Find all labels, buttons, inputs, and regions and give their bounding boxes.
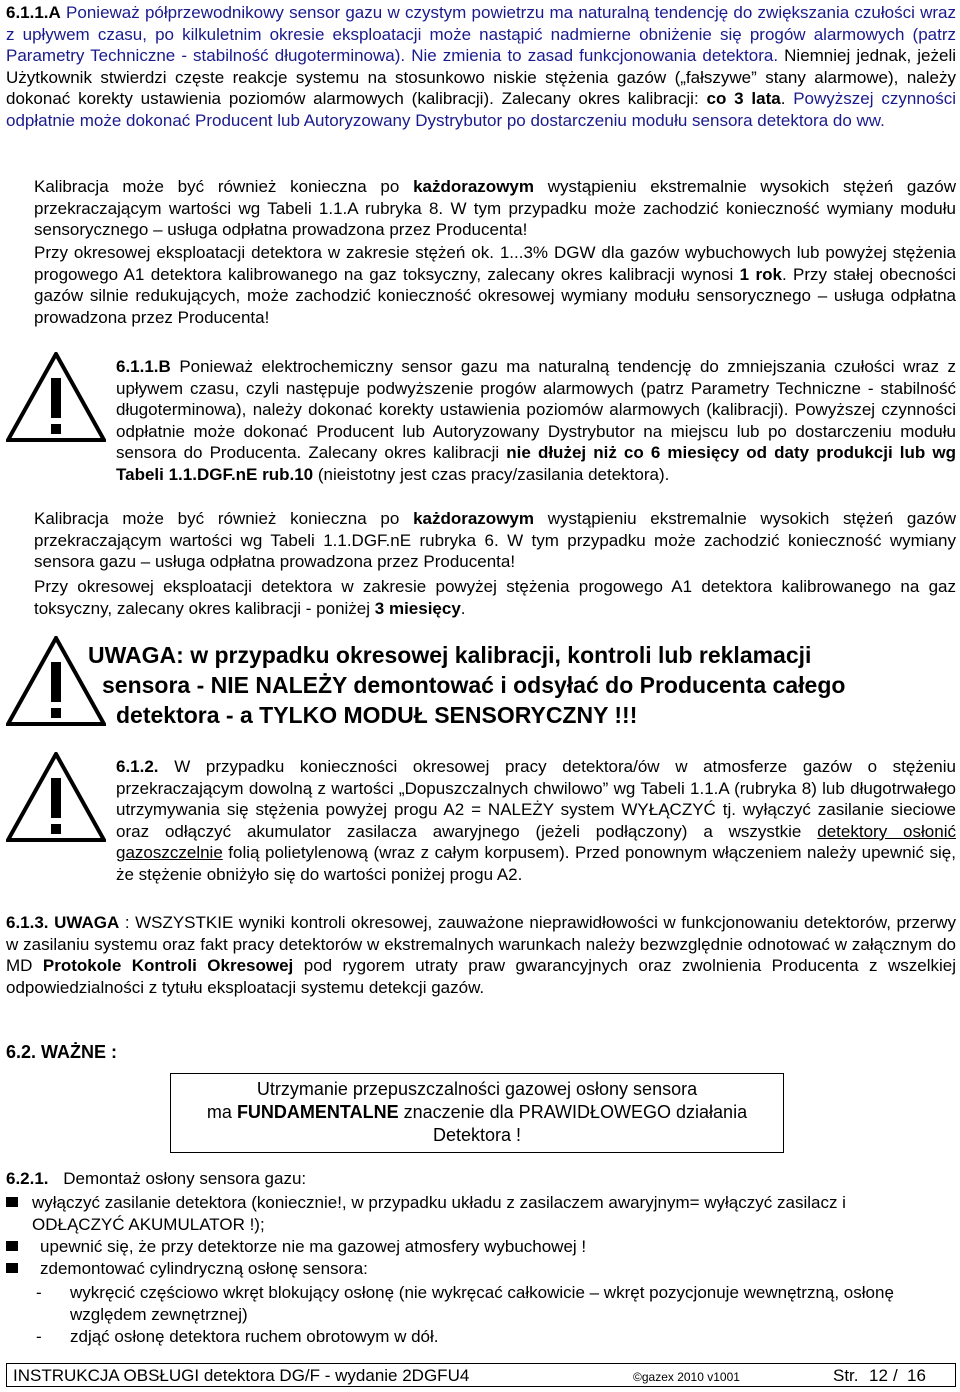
- text: (nieistotny jest czas pracy/zasilania detektora).: [317, 464, 670, 484]
- section-6-1-1-b: [6, 356, 956, 485]
- section-6-2-1-heading: [6, 1168, 306, 1190]
- section-6-1-3: [6, 912, 956, 998]
- text-bold: nie dłużej niż co 6 miesięcy od daty produkcji lub wg Tabeli 1.1.DGF.nE rub.10: [116, 443, 956, 484]
- box-line-3: Detektora !: [432, 1125, 522, 1145]
- text: W przypadku konieczności okresowej pracy detektora/ów w atmosferze gazów o stężeniu przekraczającym dowolną z wartości „Dopuszczalnych chwilowo” wg Tabeli 1.1.A (rubryka 8) lub długotrwałego utrzymywania się stężenia powyżej progu A2 = NALEŻY system WYŁĄCZYĆ tj. wyłączyć zasilanie sieciowe oraz odłączyć akumulator zasilacza awaryjnego (jeżeli podłączony) a wszystkie: [116, 757, 956, 841]
- calibration-note-a: [6, 176, 956, 241]
- important-box: [170, 1073, 784, 1153]
- bullet-square-icon: [6, 1241, 18, 1251]
- box-line-1: Utrzymanie przepuszczalności gazowej osłony sensora: [256, 1079, 698, 1099]
- text-bold: każdorazowym: [413, 509, 534, 528]
- section-number: 6.1.1.B: [116, 357, 171, 376]
- bullet-square-icon: [6, 1263, 18, 1273]
- box-line-2: [171, 1101, 783, 1124]
- bullet-square-icon: [6, 1197, 18, 1207]
- text: ...3% DGW dla gazów wybuchowych lub powyżej stężenia progowego A1 detektora kalibrowanego na gaz toksyczny, zalecany okres kalibracji wynosi: [34, 243, 956, 284]
- text: wystąpieniu ekstremalnie wysokich stężeń gazów przekraczającym wartości wg Tabeli 1.1.A rubryka 8.: [34, 177, 957, 218]
- periodic-note-b: Przy okresowej eksploatacji detektora w zakresie powyżej stężenia progowego A1 detektora kalibrowanego na gaz toksyczny, zalecany okres kalibracji - poniżej 3 miesięcy.: [34, 577, 956, 618]
- footer-page-label: Str.: [833, 1366, 859, 1385]
- text-bold: 3 miesięcy: [374, 598, 461, 618]
- dash-item-1: wykręcić częściowo wkręt blokujący osłonę (nie wykręcać całkowicie – wkręt pozycjonuje wewnętrzną, osłonę względem zewnętrznej): [70, 1283, 894, 1324]
- text-bold: co 3 lata: [706, 89, 781, 108]
- text: W tym przypadku może zachodzić konieczność wymiany modułu sensorycznego – usługa odpłatna prowadzona przez Producenta!: [34, 198, 956, 239]
- text: wystąpieniu ekstremalnie wysokich stężeń gazów przekraczającym wartości wg Tabeli 1.1.DGF.nE rubryka 6.: [34, 509, 957, 550]
- footer-page-total: 16: [907, 1366, 926, 1385]
- text: Przy stałej obecności gazów silnie redukujących, może zachodzić konieczność okresowej wymiany modułu sensorycznego – usługa odpłatna prowadzona przez Producenta!: [34, 264, 957, 327]
- text-bold: FUNDAMENTALNE: [236, 1102, 399, 1122]
- text: Niemniej jednak, jeżeli Użytkownik stwierdzi częste reakcje systemu na stosunkowo niskie stężenia gazów („fałszywe” stany alarmowe), należy dokonać korekty ustawienia poziomów alarmowych (kalibracji). Zalecany okres kalibracji:: [6, 46, 956, 108]
- text-bold: każdorazowym: [413, 177, 534, 196]
- text: znaczenie dla PRAWIDŁOWEGO działania: [403, 1102, 748, 1122]
- bullet-item-2: upewnić się, że przy detektorze nie ma gazowej atmosfery wybuchowej !: [40, 1237, 587, 1256]
- section-6-1-2: [6, 756, 956, 885]
- text-bold: Protokole Kontroli Okresowej: [42, 956, 294, 975]
- uwaga-line-2: sensora - NIE NALEŻY demontować i odsyłać do Producenta całego: [102, 672, 846, 698]
- text: folią polietylenową (wraz z całym korpusem). Przed ponownym włączeniem należy upewnić się, że stężenie obniżyło się do wartości poniżej progu A2.: [116, 843, 956, 884]
- calibration-note-b: [6, 508, 956, 573]
- section-number: 6.1.1.A: [6, 3, 61, 22]
- text: Ponieważ elektrochemiczny sensor gazu ma naturalną tendencję do zmniejszania czułości wraz z upływem czasu, czyli następuje podwyższenie progów alarmowych (patrz Parametry Techniczne - stabilność długoterminowa), należy dokonać korekty ustawienia poziomów alarmowych (kalibracji). Powyższej czynności odpłatnie może dokonać Producent lub Autoryzowany Dystrybutor na miejscu lub po dostarczeniu modułu sensora do Producenta. Zalecany okres kalibracji: [116, 357, 956, 462]
- text: Kalibracja może być również konieczna po: [34, 177, 400, 196]
- bullet-item-1: wyłączyć zasilanie detektora (koniecznie!, w przypadku układu z zasilaczem awaryjnym= wyłączyć zasilacz i ODŁĄCZYĆ AKUMULATOR !);: [32, 1193, 846, 1234]
- dash-icon: -: [36, 1327, 42, 1346]
- text: Przy okresowej eksploatacji detektora w zakresie powyżej stężenia progowego A1 detektora kalibrowanego na gaz toksyczny, zalecany okres kalibracji - poniżej: [34, 577, 956, 618]
- section-title: Demontaż osłony sensora gazu:: [63, 1169, 307, 1188]
- text: Przy okresowej eksploatacji detektora w zakresie stężeń ok. 1: [34, 243, 510, 262]
- text: pod rygorem utraty praw gwarancyjnych oraz zwolnienia Producenta z wszelkiej odpowiedzialności z tytułu eksploatacji systemu detekcji gazów.: [6, 956, 956, 997]
- bullet-item-3: zdemontować cylindryczną osłonę sensora:: [40, 1259, 368, 1278]
- text: Kalibracja może być również konieczna po: [34, 509, 400, 528]
- text: Ponieważ półprzewodnikowy sensor gazu w czystym powietrzu ma naturalną tendencję do zwiększania czułości wraz z upływem czasu, po kilkuletnim okresie eksploatacji może nastąpić nadmierne obniżenie się progów alarmowych (patrz Parametry Techniczne - stabilność długoterminowa). Nie zmienia to zasad funkcjonowania detektora.: [6, 3, 957, 65]
- text: : WSZYSTKIE wyniki kontroli okresowej, zauważone nieprawidłowości w funkcjonowaniu detektorów, przerwy w zasilaniu systemu oraz fakt pracy detektorów w ekstremalnych warunkach należy bezwzględnie odnotować w załącznym do MD: [6, 913, 956, 975]
- page-footer: [6, 1363, 956, 1387]
- section-number: 6.2.1.: [6, 1169, 49, 1188]
- text: ma: [206, 1102, 232, 1122]
- uwaga-banner: [88, 640, 948, 730]
- periodic-note-a: Przy okresowej eksploatacji detektora w zakresie stężeń ok. 1...3% DGW dla gazów wybuchowych lub powyżej stężenia progowego A1 detektora kalibrowanego na gaz toksyczny, zalecany okres kalibracji wynosi 1 rok. Przy stałej obecności gazów silnie redukujących, może zachodzić konieczność okresowej wymiany modułu sensorycznego – usługa odpłatna prowadzona przez Producenta!: [34, 243, 957, 327]
- dash-item-2: zdjąć osłonę detektora ruchem obrotowym w dół.: [70, 1327, 439, 1346]
- footer-page-number: 12: [869, 1366, 888, 1385]
- section-number: 6.1.3.: [6, 913, 49, 932]
- dash-icon: -: [36, 1283, 42, 1302]
- section-6-2-heading: 6.2. WAŻNE :: [6, 1042, 118, 1062]
- text: Powyższej czynności odpłatnie może dokonać Producent lub Autoryzowany Dystrybutor po dostarczeniu modułu sensora detektora do ww.: [6, 89, 956, 130]
- footer-page-sep: /: [893, 1366, 898, 1385]
- footer-title: INSTRUKCJA OBSŁUGI detektora DG/F - wydanie 2DGFU4: [13, 1366, 470, 1385]
- text: W tym przypadku może zachodzić konieczność wymiany sensora gazu – usługa odpłatna prowadzona przez Producenta!: [34, 530, 956, 571]
- text-underline: detektory osłonić gazoszczelnie: [116, 821, 956, 862]
- uwaga-line-3: detektora - a TYLKO MODUŁ SENSORYCZNY !!!: [116, 702, 638, 728]
- uwaga-line-1: UWAGA: w przypadku okresowej kalibracji, kontroli lub reklamacji: [88, 642, 812, 668]
- footer-copyright: ©gazex 2010 v1001: [633, 1370, 740, 1384]
- section-number: 6.1.2.: [116, 757, 159, 776]
- text-bold: 1 rok: [739, 264, 782, 284]
- section-6-1-1-a: 6.1.1.A Ponieważ półprzewodnikowy sensor gazu w czystym powietrzu ma naturalną tendencję do zwiększania czułości wraz z upływem czasu, po kilkuletnim okresie eksploatacji może nastąpić nadmierne obniżenie się progów alarmowych (patrz Parametry Techniczne - stabilność długoterminowa). Nie zmienia to zasad funkcjonowania detektora. Niemniej jednak, jeżeli Użytkownik stwierdzi częste reakcje systemu na stosunkowo niskie stężenia gazów („fałszywe” stany alarmowe), należy dokonać korekty ustawienia poziomów alarmowych (kalibracji). Zalecany okres kalibracji: co 3 lata. Powyższej czynności odpłatnie może dokonać Producent lub Autoryzowany Dystrybutor po dostarczeniu modułu sensora detektora do ww.: [6, 3, 957, 130]
- uwaga-label: UWAGA: [54, 913, 120, 932]
